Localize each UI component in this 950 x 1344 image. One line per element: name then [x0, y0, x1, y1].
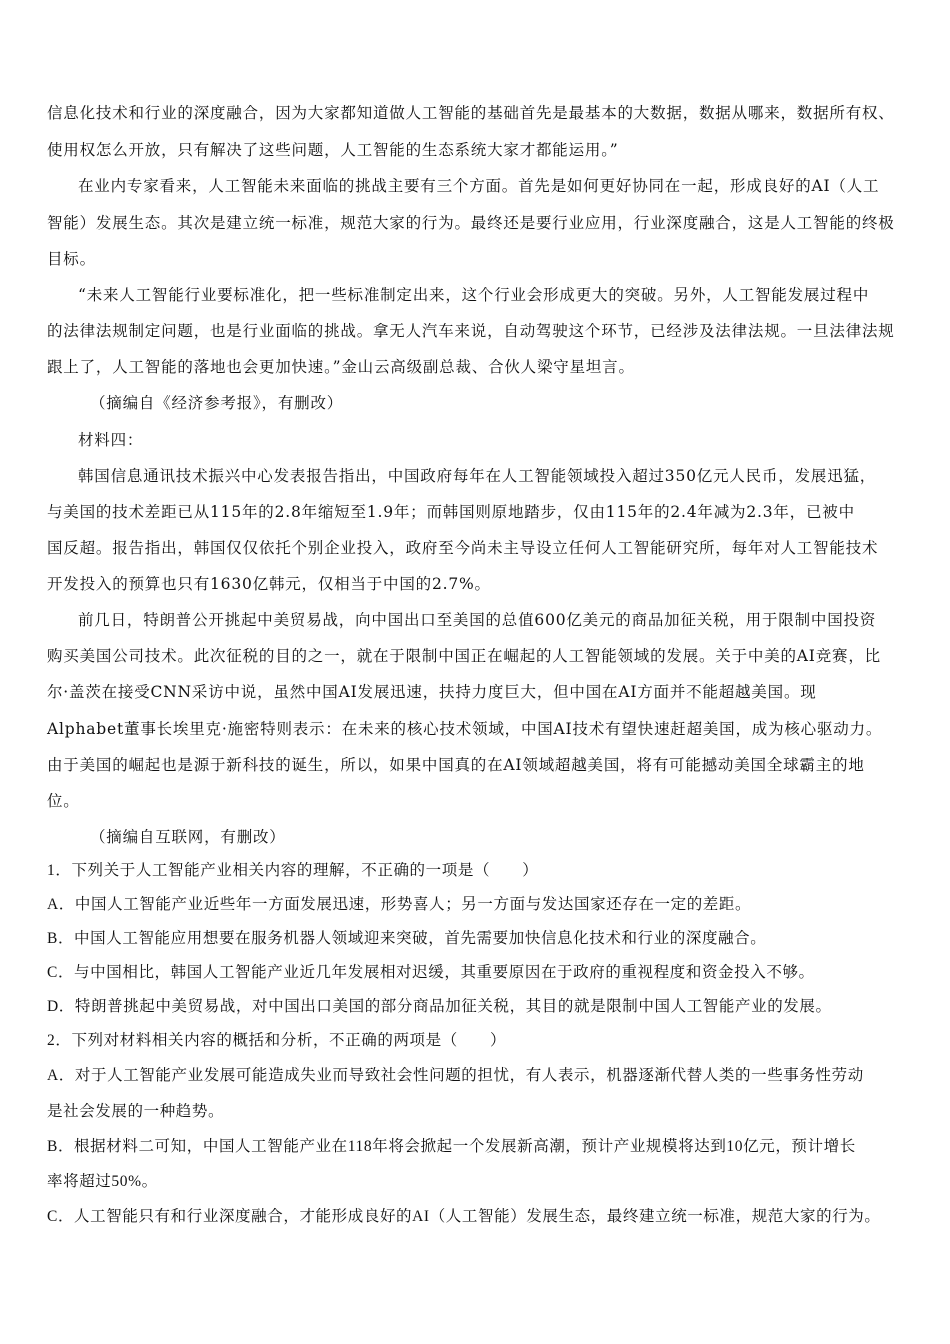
passage-line: 信息化技术和行业的深度融合，因为大家都知道做人工智能的基础首先是最基本的大数据，数据从哪来，数据所有权、 [47, 104, 895, 122]
question-2-option-b-cont: 率将超过50%。 [47, 1173, 158, 1190]
passage-line: 购买美国公司技术。此次征税的目的之一，就在于限制中国正在崛起的人工智能领域的发展。关于中美的AI竞赛，比 [47, 647, 881, 665]
passage-line: 尔·盖茨在接受CNN采访中说，虽然中国AI发展迅速，扶持力度巨大，但中国在AI方面并不能超越美国。现 [47, 683, 817, 701]
question-2-stem: 2．下列对材料相关内容的概括和分析，不正确的两项是（ ） [47, 1032, 507, 1049]
passage-line: “未来人工智能行业要标准化，把一些标准制定出来，这个行业会形成更大的突破。另外，人工智能发展过程中 [78, 286, 870, 304]
question-1-option-a: A．中国人工智能产业近些年一方面发展迅速，形势喜人；另一方面与发达国家还存在一定的差距。 [47, 896, 752, 913]
question-1-stem: 1．下列关于人工智能产业相关内容的理解，不正确的一项是（ ） [47, 862, 539, 879]
question-2-option-a: A．对于人工智能产业发展可能造成失业而导致社会性问题的担忧，有人表示，机器逐渐代替人类的一些事务性劳动 [47, 1067, 864, 1084]
question-1-option-b: B．中国人工智能应用想要在服务机器人领域迎来突破，首先需要加快信息化技术和行业的深度融合。 [47, 930, 767, 947]
passage-line: 与美国的技术差距已从115年的2.8年缩短至1.9年；而韩国则原地踏步，仅由115年的2.4年减为2.3年，已被中 [47, 503, 855, 521]
passage-line: 跟上了，人工智能的落地也会更加快速。”金山云高级副总裁、合伙人梁守星坦言。 [47, 358, 635, 376]
question-1-option-d: D．特朗普挑起中美贸易战，对中国出口美国的部分商品加征关税，其目的就是限制中国人工智能产业的发展。 [47, 998, 832, 1015]
passage-line: 开发投入的预算也只有1630亿韩元，仅相当于中国的2.7%。 [47, 575, 491, 593]
source-note: （摘编自《经济参考报》，有删改） [90, 394, 344, 412]
question-1-option-c: C．与中国相比，韩国人工智能产业近几年发展相对迟缓，其重要原因在于政府的重视程度和资金投入不够。 [47, 964, 815, 981]
passage-line: 位。 [47, 792, 80, 810]
question-2-option-c: C．人工智能只有和行业深度融合，才能形成良好的AI（人工智能）发展生态，最终建立统一标准，规范大家的行为。 [47, 1208, 881, 1225]
passage-line: 国反超。报告指出，韩国仅仅依托个别企业投入，政府至今尚未主导设立任何人工智能研究所，每年对人工智能技术 [47, 539, 879, 557]
question-2-option-b: B．根据材料二可知，中国人工智能产业在118年将会掀起一个发展新高潮，预计产业规模将达到10亿元，预计增长 [47, 1138, 856, 1155]
passage-line: 由于美国的崛起也是源于新科技的诞生，所以，如果中国真的在AI领域超越美国，将有可能撼动美国全球霸主的地 [47, 756, 865, 774]
passage-line: 的法律法规制定问题，也是行业面临的挑战。拿无人汽车来说，自动驾驶这个环节，已经涉及法律法规。一旦法律法规 [47, 322, 895, 340]
passage-line: 使用权怎么开放，只有解决了这些问题，人工智能的生态系统大家才都能运用。” [47, 141, 619, 159]
passage-line: 智能）发展生态。其次是建立统一标准，规范大家的行为。最终还是要行业应用，行业深度融合，这是人工智能的终极 [47, 214, 895, 232]
passage-line: 目标。 [47, 250, 96, 268]
passage-line: 前几日，特朗普公开挑起中美贸易战，向中国出口至美国的总值600亿美元的商品加征关税，用于限制中国投资 [78, 611, 877, 629]
passage-line: 韩国信息通讯技术振兴中心发表报告指出，中国政府每年在人工智能领域投入超过350亿元人民币，发展迅猛， [78, 467, 877, 485]
passage-line: 在业内专家看来，人工智能未来面临的挑战主要有三个方面。首先是如何更好协同在一起，形成良好的AI（人工 [78, 177, 880, 195]
material-title: 材料四： [78, 431, 144, 449]
question-2-option-a-cont: 是社会发展的一种趋势。 [47, 1103, 225, 1120]
passage-line: Alphabet董事长埃里克·施密特则表示：在未来的核心技术领域，中国AI技术有望快速赶超美国，成为核心驱动力。 [47, 720, 883, 738]
source-note: （摘编自互联网，有删改） [90, 828, 286, 846]
